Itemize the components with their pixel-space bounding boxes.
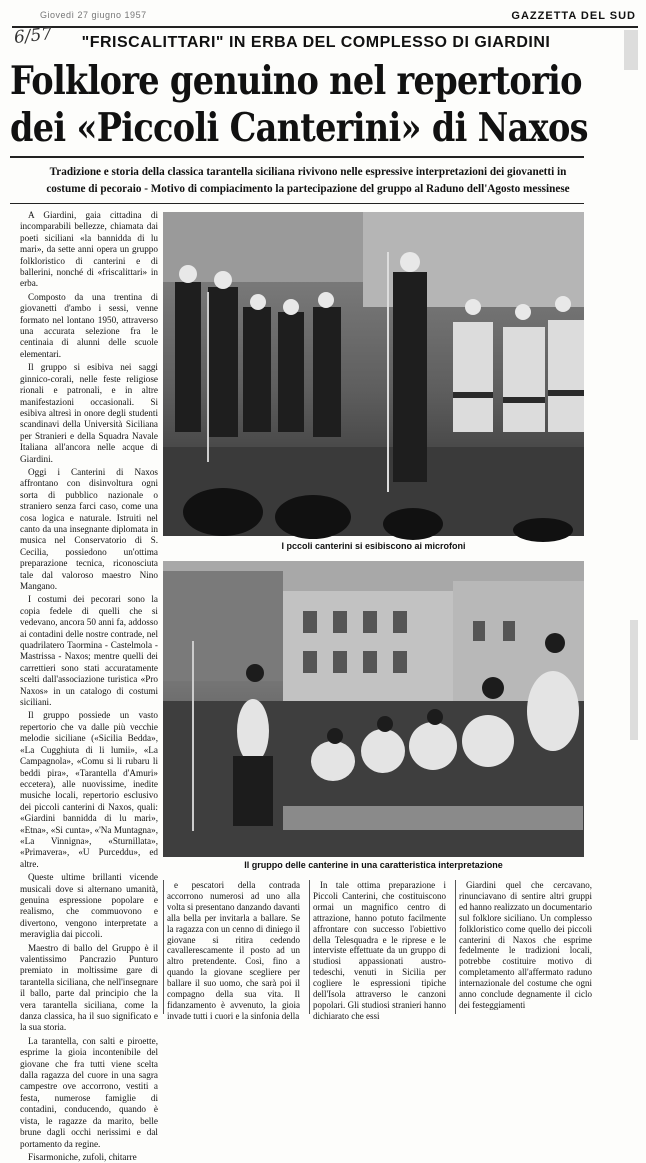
article-subhead: Tradizione e storia della classica tarantella siciliana rivivono nelle espressive interpretazioni dei giovanetti in costume di pecoraio - Motivo di compiacimento la partecipazione del gruppo al Raduno dell'Agosto messinese (46, 166, 570, 195)
date-line: Giovedì 27 giugno 1957 (40, 10, 147, 20)
headline-line-2: dei «Piccoli Canterini» di Naxos (10, 105, 588, 151)
left-text-column (20, 210, 158, 1162)
photo-2-caption: Il gruppo delle canterine in una caratteristica interpretazione (244, 860, 503, 870)
bottom-column-1 (163, 880, 303, 1021)
bottom-text-columns (163, 880, 603, 1021)
article-kicker: "FRISCALITTARI" IN ERBA DEL COMPLESSO DI GIARDINI (81, 34, 551, 51)
paragraph: La tarantella, con salti e piroette, esprime la gioia incontenibile del giovane che fra tutti viene scelta dalla ragazza del cuore in una sagra campestre ove accorrono, vestiti a festa, numerose famiglie di contadini, conducendo, quando è vista, le ragazze da marito, belle brune dagli occhi nerissimi e dal portamento da regine. (20, 1035, 158, 1149)
paragraph: Maestro di ballo del Gruppo è il valentissimo Pancrazio Punturo premiato in moltissime gare di tarantella siciliana, che nell'insegnare il ballo, parte dal principio che la vera tarantella siciliana, come la danza classica, ha il suo significato e la sua storia. (20, 942, 158, 1033)
newspaper-masthead: GAZZETTA DEL SUD (511, 10, 636, 22)
paragraph: Queste ultime brillanti vicende musicali dove si alternano umanità, genuina espressione popolare e realismo, che commuovono e divertono, vengono interpretate a meraviglia dai piccoli. (20, 872, 158, 940)
paragraph: e pescatori della contrada accorrono numerosi ad uno alla volta si presentano danzando davanti alla bella per invitarla a ballare. Se la ragazza con un cenno di diniego il giovane si ritira cedendo cavallerescamente il posto ad un altro pretendente. Così, fino a quando la giovane scegliere per ballare il suo uomo, che sarà poi il compagno della sua vita. Il fidanzamento è avvenuto, la gioia invade tutti i cuori e la sinfonia della (167, 880, 300, 1021)
headline-rule (10, 156, 584, 158)
headline-line-1: Folklore genuino nel repertorio (10, 58, 582, 104)
article-headline (10, 58, 588, 152)
handwritten-note: 6/57 (13, 24, 54, 48)
paragraph: A Giardini, gaia cittadina di incomparabili bellezze, chiamata dai poeti siciliani «la bannidda di lu mari», da sette anni opera un gruppo folkloristico di canterini e di ballerini, nonché di «friscalittari» in erba. (20, 210, 158, 289)
paper-edge-mark (624, 30, 638, 70)
paragraph: Composto da una trentina di giovanetti d'ambo i sessi, venne formato nel lontano 1950, attraverso una accurata selezione fra le centinaia di alunni delle scuole elementari. (20, 291, 158, 359)
paragraph: Giardini quel che cercavano, rinunciavano di sentire altri gruppi ed hanno realizzato un documentario sul folklore siciliano. Un complesso folkloristico come quello dei piccoli canterini di Naxos che esprime fedelmente le tradizioni locali, potrebbe costituire motivo di completamento all'affermato raduno internazionale del costume che ogni anno conclude degnamente il ciclo dei festeggiamenti (459, 880, 592, 1010)
paragraph: I costumi dei pecorari sono la copia fedele di quelli che si vedevano, ancora 50 anni fa, addosso ai contadini delle nostre contrade, nel quadrilatero Taormina - Castelmola - Mastrissa - Naxos; mentre quelli dei carrettieri sono stati accuratamente scelti dall'associazione turistica «Pro Naxos» in un catalogo di costumi siciliani. (20, 594, 158, 708)
photo-canterine-group (163, 561, 584, 857)
bottom-column-2 (309, 880, 449, 1021)
paragraph: Il gruppo si esibiva nei saggi ginnico-corali, nelle feste religiose rionali e patronali, e in altre manifestazioni occasionali. Si esibiva altresì in onore degli studenti scandinavi della Università Siciliana per Stranieri e della Squadra Navale Italiana all'ancora nelle acque di Giardini. (20, 362, 158, 464)
paragraph: In tale ottima preparazione i Piccoli Canterini, che costituiscono ormai un magnifico centro di attrazione, hanno potuto facilmente affrontare con successo l'obiettivo della Telesquadra e le riprese e le interviste effettuate da un gruppo di studiosi appassionati austro-tedeschi, venuti in Sicilia per cogliere le espressioni tipiche dell'Isola attraverso le canzoni popolari. Gli studiosi stranieri hanno dichiarato che essi (313, 880, 446, 1021)
subhead-rule (10, 203, 584, 204)
paragraph: Fisarmoniche, zufoli, chitarre (28, 1151, 137, 1162)
photo-canterini-microphones (163, 212, 584, 536)
paragraph: Il gruppo possiede un vasto repertorio che va dalle più vecchie melodie siciliane («Sicilia Bedda», «La Cugghiuta di li lumii», «La Campagnola», «Comu si li rubaru li beddi pira», «Tarantella d'Amuri» eccetera), alle nuovissime, inedite musiche locali, repertorio esclusivo dei piccoli canterini di Naxos, quali: «Giardini bannidda di lu mari», «Etna», «Si cunta», «'Na Muntagna», «La Vinnigna», «Sturnillata», «Primavera», «U Purceddu», ed altre. (20, 710, 158, 869)
photo-1-caption: I pccoli canterini si esibiscono ai microfoni (281, 541, 466, 551)
bottom-column-3 (455, 880, 595, 1014)
paragraph: Oggi i Canterini di Naxos affrontano con disinvoltura ogni sorta di pubblico nazionale o straniero senza farci caso, come una cosa logica e naturale. Istruiti nel canto da una insegnante diplomata in musica nel Conservatorio di S. Cecilia, possiedono un'ottima preparazione tecnica, riconosciuta tale dal valoroso maestro Nino Mangano. (20, 466, 158, 591)
paper-edge-mark (630, 620, 638, 740)
